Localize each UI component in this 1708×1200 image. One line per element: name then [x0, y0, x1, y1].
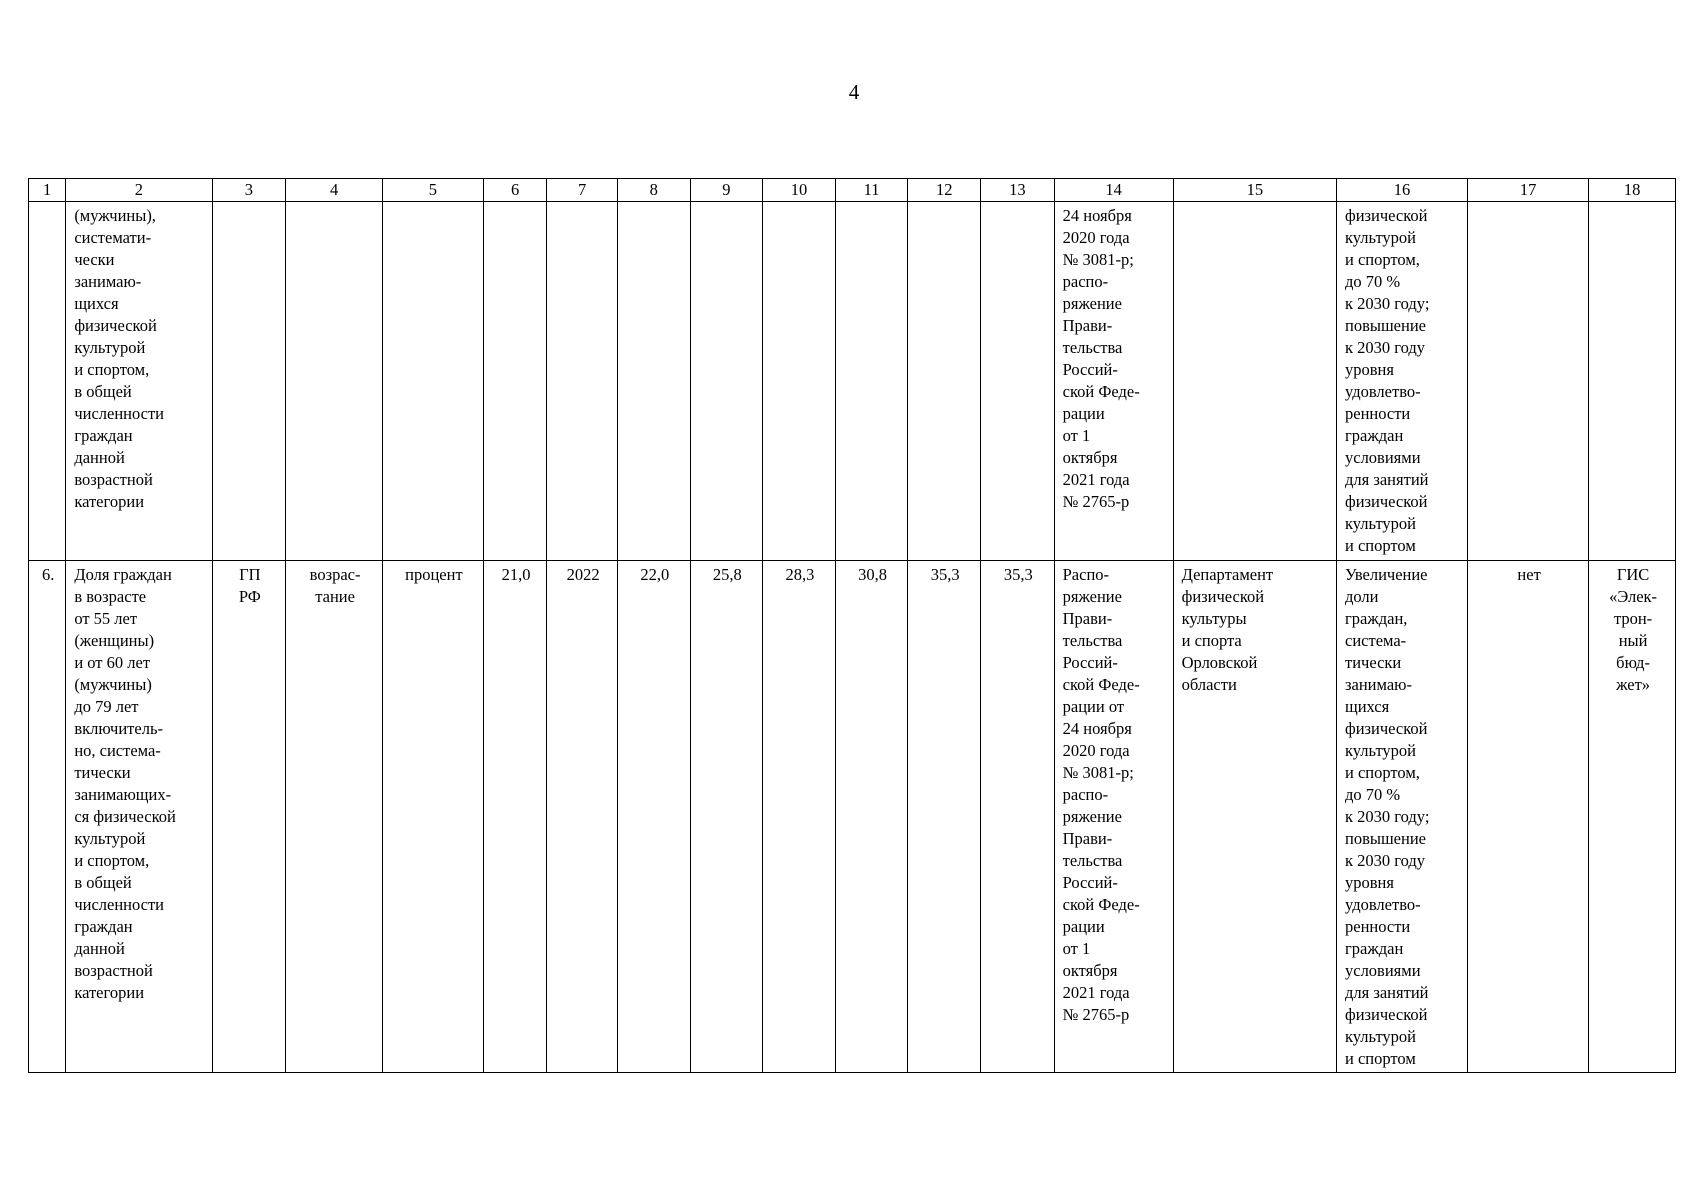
base-year-cell: 2022 [547, 561, 618, 1073]
table-cell [382, 202, 483, 561]
row-number-cell: 6. [29, 561, 66, 1073]
column-header: 16 [1337, 179, 1468, 202]
level-cell: ГП РФ [212, 561, 286, 1073]
responsible-cell [1173, 202, 1336, 561]
column-header: 1 [29, 179, 66, 202]
table-cell [690, 202, 763, 561]
value-cell: 22,0 [617, 561, 690, 1073]
table-cell [835, 202, 908, 561]
column-header: 4 [286, 179, 383, 202]
table-cell [763, 202, 836, 561]
column-header: 9 [690, 179, 763, 202]
base-value-cell: 21,0 [483, 561, 547, 1073]
column-header: 15 [1173, 179, 1336, 202]
table-cell [547, 202, 618, 561]
column-header: 13 [981, 179, 1055, 202]
legal-basis-cell: Распо- ряжение Прави- тельства Россий- ской Феде- рации от 24 ноября 2020 года № 3081-р; распо- ряжение Прави- тельства Россий- ской Феде- рации от 1 октября 2021 года № 2765-р [1054, 561, 1173, 1073]
column-header: 8 [617, 179, 690, 202]
column-header: 11 [835, 179, 908, 202]
table-cell [483, 202, 547, 561]
column-header: 12 [908, 179, 981, 202]
table-cell [981, 202, 1055, 561]
table-row-6 [29, 561, 1676, 1073]
value-cell: 35,3 [981, 561, 1055, 1073]
value-cell: 35,3 [908, 561, 981, 1073]
column-header: 6 [483, 179, 547, 202]
table-row-continued [29, 202, 1676, 561]
column-header: 7 [547, 179, 618, 202]
system-cell: ГИС «Элек- трон- ный бюд- жет» [1589, 561, 1676, 1073]
responsible-cell: Департамент физической культуры и спорта Орловской области [1173, 561, 1336, 1073]
table-cell [1589, 202, 1676, 561]
column-header: 3 [212, 179, 286, 202]
value-cell: 25,8 [690, 561, 763, 1073]
table-cell [29, 202, 66, 561]
table-cell [908, 202, 981, 561]
column-header: 17 [1468, 179, 1589, 202]
goal-cell: Увеличение доли граждан, система- тически занимаю- щихся физической культурой и спортом, до 70 % к 2030 году; повышение к 2030 году уровня удовлетво- ренности граждан условиями для занятий физической культурой и спортом [1337, 561, 1468, 1073]
column-header: 5 [382, 179, 483, 202]
table-cell [212, 202, 286, 561]
flag-cell: нет [1468, 561, 1589, 1073]
indicator-name-cell: (мужчины), системати- чески занимаю- щихся физической культурой и спортом, в общей численности граждан данной возрастной категории [66, 202, 212, 561]
header-row [29, 179, 1676, 202]
table-cell [286, 202, 383, 561]
page-number: 4 [848, 80, 860, 104]
table-cell [617, 202, 690, 561]
unit-cell: процент [382, 561, 483, 1073]
column-header: 18 [1589, 179, 1676, 202]
column-header: 10 [763, 179, 836, 202]
legal-basis-cell: 24 ноября 2020 года № 3081-р; распо- ряжение Прави- тельства Россий- ской Феде- рации от 1 октября 2021 года № 2765-р [1054, 202, 1173, 561]
trend-cell: возрас- тание [286, 561, 383, 1073]
column-header: 2 [66, 179, 212, 202]
indicator-name-cell: Доля граждан в возрасте от 55 лет (женщины) и от 60 лет (мужчины) до 79 лет включитель- но, система- тически занимающих- ся физической культурой и спортом, в общей численности граждан данной возрастной категории [66, 561, 212, 1073]
value-cell: 28,3 [763, 561, 836, 1073]
column-header: 14 [1054, 179, 1173, 202]
table-cell [1468, 202, 1589, 561]
goal-cell: физической культурой и спортом, до 70 % к 2030 году; повышение к 2030 году уровня удовлетво- ренности граждан условиями для занятий физической культурой и спортом [1337, 202, 1468, 561]
indicators-table [28, 178, 1676, 1073]
value-cell: 30,8 [835, 561, 908, 1073]
